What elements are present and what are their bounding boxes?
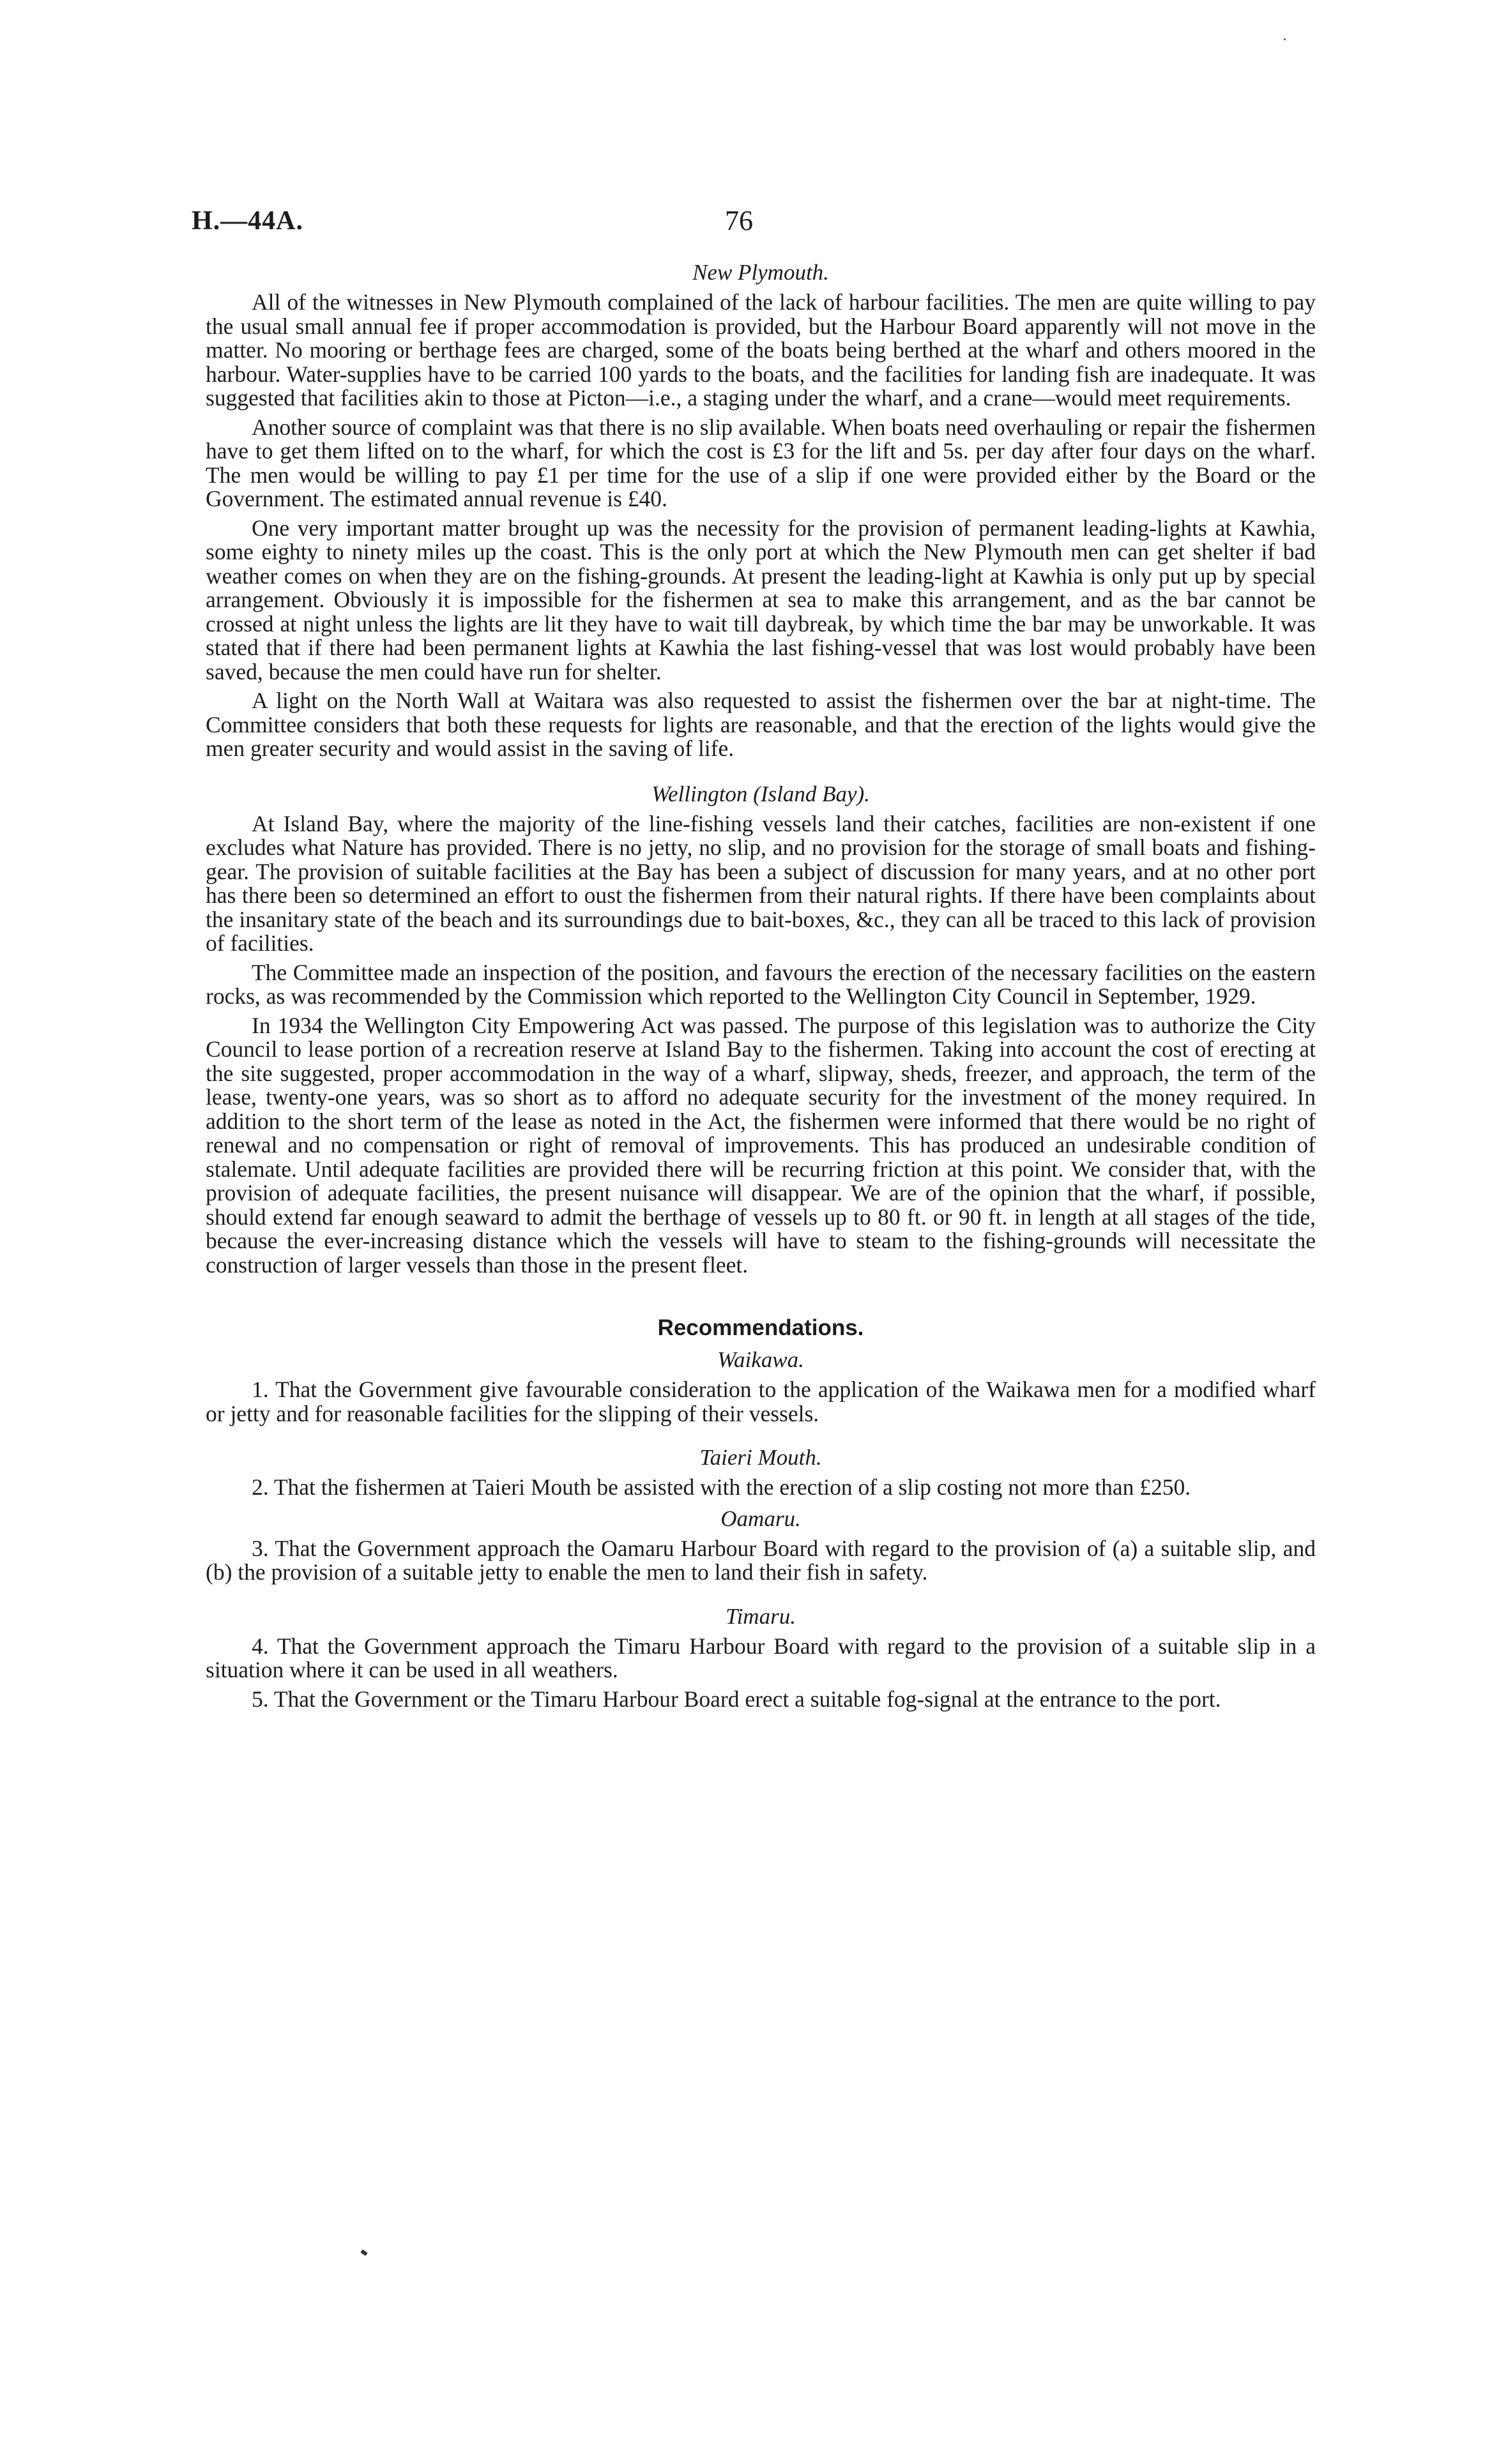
section-heading-waikawa: Waikawa. [717, 1347, 804, 1372]
section-heading-taieri-mouth: Taieri Mouth. [699, 1445, 822, 1470]
section-heading-oamaru: Oamaru. [720, 1506, 801, 1531]
recommendations-title: Recommendations. [657, 1315, 864, 1340]
page-number: 76 [725, 205, 753, 236]
paper-code: H.—44A. [192, 206, 303, 236]
section-heading-timaru: Timaru. [726, 1603, 796, 1629]
recommendation-item: 5. That the Government or the Timaru Harbour Board erect a suitable fog-signal at the entrance to the port. [252, 1686, 1221, 1712]
recommendation-item: 3. That the Government approach the Oamaru Harbour Board with regard to the provision of (a) a suitable slip, and (b) the provision of a suitable jetty to enable the men to land their fish in safety. [206, 1535, 1316, 1585]
scan-speck [1284, 38, 1286, 40]
paragraph: In 1934 the Wellington City Empowering Act was passed. The purpose of this legislation was to authorize the City Council to lease portion of a recreation reserve at Island Bay to the fishermen. Taking into account the cost of erecting at the site suggested, proper accommodation in the way of a wharf, slipway, sheds, freezer, and approach, the term of the lease, twenty-one years, was so short as to afford no adequate security for the investment of the money required. In addition to the short term of the lease as noted in the Act, the fishermen were informed that there would be no right of renewal and no compensation or right of removal of improvements. This has produced an undesirable condition of stalemate. Until adequate facilities are provided there will be recurring friction at this point. We consider that, with the provision of adequate facilities, the present nuisance will disappear. We are of the opinion that the wharf, if possible, should extend far enough seaward to admit the berthage of vessels up to 80 ft. or 90 ft. in length at all stages of the tide, because the ever-increasing distance which the vessels will have to steam to the fishing-grounds will necessitate the construction of larger vessels than those in the present fleet. [206, 1012, 1316, 1278]
section-heading-new-plymouth: New Plymouth. [692, 260, 829, 285]
paragraph: One very important matter brought up was the necessity for the provision of permanent leading-lights at Kawhia, some eighty to ninety miles up the coast. This is the only port at which the New Plymouth men can get shelter if bad weather comes on when they are on the fishing-grounds. At present the leading-light at Kawhia is only put up by special arrangement. Obviously it is impossible for the fishermen at sea to make this arrangement, and as the bar cannot be crossed at night unless the lights are lit they have to wait till daybreak, by which time the bar may be unworkable. It was stated that if there had been permanent lights at Kawhia the last fishing-vessel that was lost would probably have been saved, because the men could have run for shelter. [206, 515, 1316, 684]
paragraph: Another source of complaint was that there is no slip available. When boats need overhauling or repair the fishermen have to get them lifted on to the wharf, for which the cost is £3 for the lift and 5s. per day after four days on the wharf. The men would be willing to pay £1 per time for the use of a slip if one were provided either by the Board or the Government. The estimated annual revenue is £40. [206, 414, 1316, 511]
paragraph: At Island Bay, where the majority of the line-fishing vessels land their catches, facilities are non-existent if one excludes what Nature has provided. There is no jetty, no slip, and no provision for the storage of small boats and fishing-gear. The provision of suitable facilities at the Bay has been a subject of discussion for many years, and at no other port has there been so determined an effort to oust the fishermen from their natural rights. If there have been complaints about the insanitary state of the beach and its surroundings due to bait-boxes, &c., they can all be traced to this lack of provision of facilities. [206, 810, 1316, 956]
paragraph: A light on the North Wall at Waitara was also requested to assist the fishermen over the bar at night-time. The Committee considers that both these requests for lights are reasonable, and that the erection of the lights would give the men greater security and would assist in the saving of life. [206, 688, 1316, 761]
section-heading-wellington: Wellington (Island Bay). [651, 781, 870, 806]
recommendation-item: 2. That the fishermen at Taieri Mouth be assisted with the erection of a slip costing not more than £250. [252, 1474, 1191, 1500]
paragraph: All of the witnesses in New Plymouth complained of the lack of harbour facilities. The men are quite willing to pay the usual small annual fee if proper accommodation is provided, but the Harbour Board apparently will not move in the matter. No mooring or berthage fees are charged, some of the boats being berthed at the wharf and others moored in the harbour. Water-supplies have to be carried 100 yards to the boats, and the facilities for landing fish are inadequate. It was suggested that facilities akin to those at Picton—i.e., a staging under the wharf, and a crane—would meet requirements. [206, 289, 1316, 411]
page-body [206, 259, 1316, 1716]
recommendation-item: 1. That the Government give favourable consideration to the application of the Waikawa men for a modified wharf or jetty and for reasonable facilities for the slipping of their vessels. [206, 1377, 1316, 1426]
recommendation-item: 4. That the Government approach the Timaru Harbour Board with regard to the provision of a suitable slip in a situation where it can be used in all weathers. [206, 1633, 1316, 1682]
ink-speck [360, 2249, 368, 2256]
paragraph: The Committee made an inspection of the position, and favours the erection of the necessary facilities on the eastern rocks, as was recommended by the Commission which reported to the Wellington City Council in September, 1929. [206, 959, 1316, 1009]
